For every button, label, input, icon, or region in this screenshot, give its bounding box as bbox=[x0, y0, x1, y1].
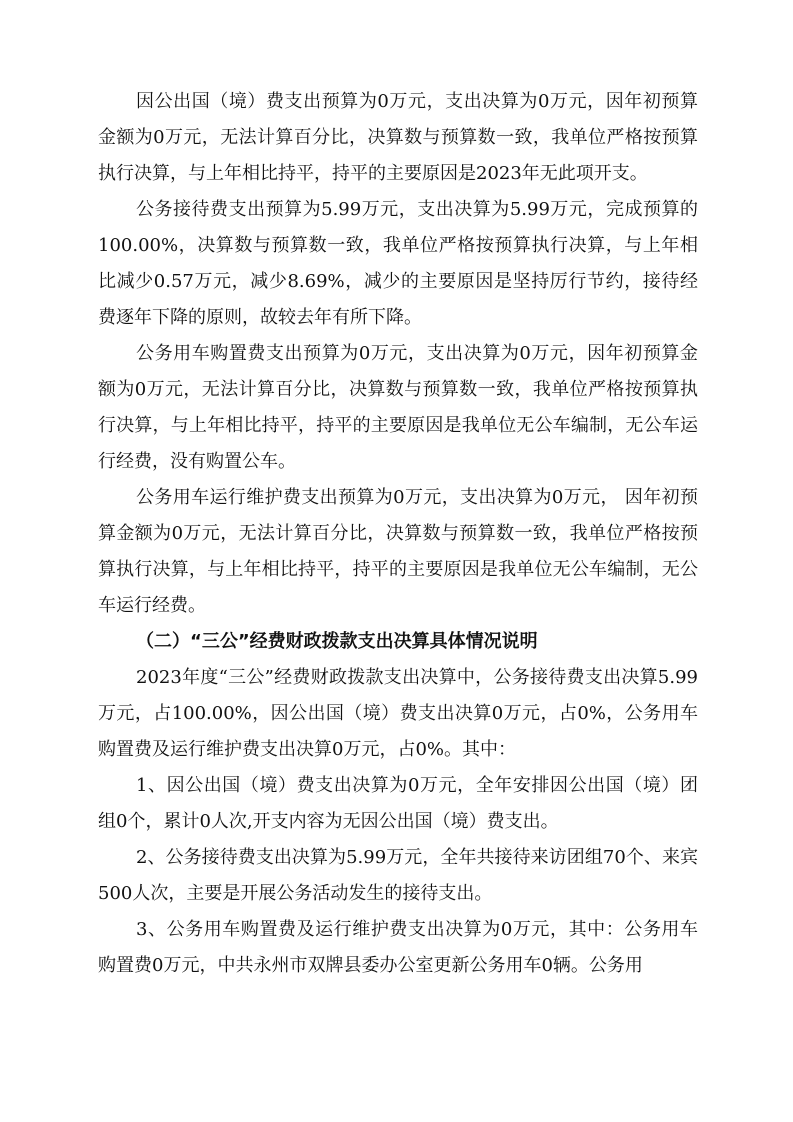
paragraph-overseas-travel: 因公出国（境）费支出预算为0万元，支出决算为0万元，因年初预算金额为0万元，无法计算百分比，决算数与预算数一致，我单位严格按预算执行决算，与上年相比持平，持平的主要原因是2023年无此项开支。 bbox=[98, 91, 698, 184]
document-body bbox=[98, 84, 698, 984]
paragraph-vehicle-purchase: 公务用车购置费支出预算为0万元，支出决算为0万元，因年初预算金额为0万元，无法计算百分比，决算数与预算数一致，我单位严格按预算执行决算，与上年相比持平，持平的主要原因是我单位无公车编制，无公车运行经费，没有购置公车。 bbox=[98, 343, 698, 472]
list-item-reception: 2、公务接待费支出决算为5.99万元，全年共接待来访团组70个、来宾500人次，主要是开展公务活动发生的接待支出。 bbox=[98, 847, 698, 904]
paragraph-official-reception: 公务接待费支出预算为5.99万元，支出决算为5.99万元，完成预算的100.00%，决算数与预算数一致，我单位严格按预算执行决算，与上年相比减少0.57万元，减少8.69%，减少的主要原因是坚持厉行节约，接待经费逐年下降的原则，故较去年有所下降。 bbox=[98, 199, 698, 328]
list-item-overseas: 1、因公出国（境）费支出决算为0万元，全年安排因公出国（境）团组0个，累计0人次,开支内容为无因公出国（境）费支出。 bbox=[98, 775, 698, 832]
section-heading: （二）“三公”经费财政拨款支出决算具体情况说明 bbox=[136, 631, 538, 652]
list-item-vehicle: 3、公务用车购置费及运行维护费支出决算为0万元，其中：公务用车购置费0万元，中共永州市双牌县委办公室更新公务用车0辆。公务用 bbox=[98, 919, 698, 976]
paragraph-vehicle-operation: 公务用车运行维护费支出预算为0万元，支出决算为0万元， 因年初预算金额为0万元，无法计算百分比，决算数与预算数一致，我单位严格按预算执行决算，与上年相比持平，持平的主要原因是我单位无公车编制，无公车运行经费。 bbox=[98, 487, 698, 616]
paragraph-summary: 2023年度“三公”经费财政拨款支出决算中，公务接待费支出决算5.99万元，占100.00%，因公出国（境）费支出决算0万元，占0%，公务用车购置费及运行维护费支出决算0万元，占0%。其中： bbox=[98, 667, 698, 760]
